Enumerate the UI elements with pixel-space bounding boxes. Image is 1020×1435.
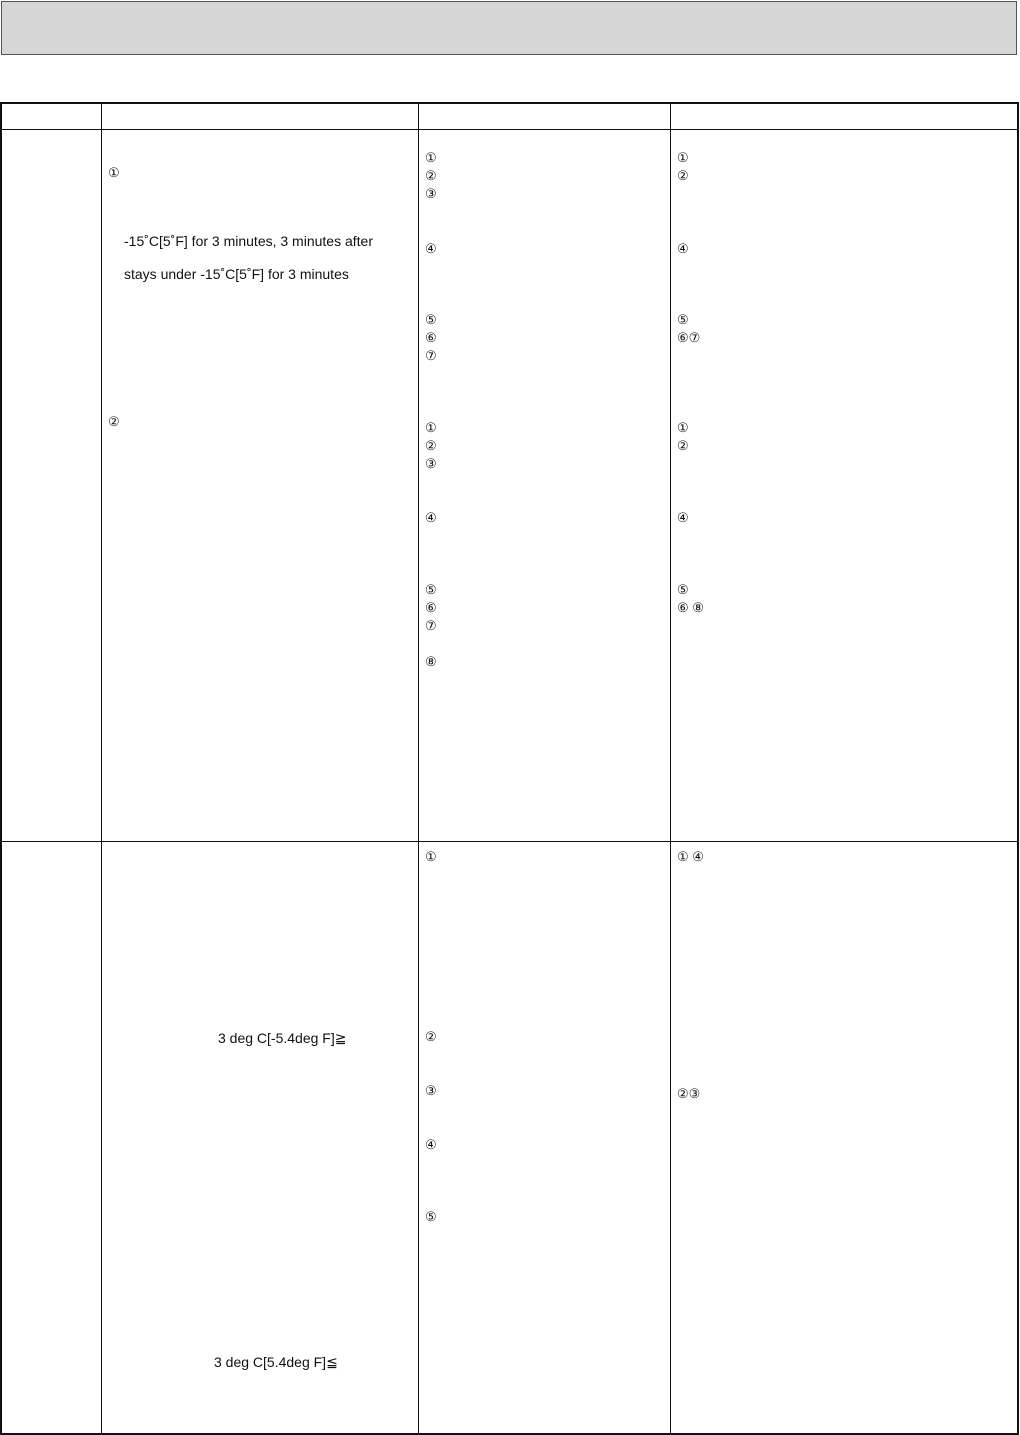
specification-table: [0, 102, 1019, 1435]
step-marker: ①: [425, 420, 437, 435]
step-marker: ③: [425, 1083, 437, 1098]
step-marker: ②: [425, 168, 437, 183]
step-marker: ⑤: [425, 312, 437, 327]
step-marker: ①: [677, 420, 689, 435]
step-marker: ④: [425, 1137, 437, 1152]
step-marker: ⑧: [425, 654, 437, 669]
cell-text: 3 deg C[5.4deg F]≦: [214, 1354, 338, 1370]
column-divider-2: [418, 102, 419, 1435]
step-marker: ③: [425, 456, 437, 471]
step-marker: ⑥: [425, 600, 437, 615]
table-header-divider: [0, 129, 1019, 130]
cell-text: stays under -15˚C[5˚F] for 3 minutes: [124, 266, 349, 282]
step-marker: ②: [425, 1029, 437, 1044]
step-marker: ⑥ ⑧: [677, 600, 704, 615]
table-row-divider: [0, 841, 1019, 842]
step-marker: ①: [677, 150, 689, 165]
step-marker: ①: [108, 165, 120, 180]
step-marker: ① ④: [677, 849, 704, 864]
step-marker: ④: [677, 241, 689, 256]
step-marker: ②: [677, 438, 689, 453]
step-marker: ⑤: [425, 582, 437, 597]
column-divider-3: [670, 102, 671, 1435]
step-marker: ⑦: [425, 348, 437, 363]
step-marker: ⑥⑦: [677, 330, 701, 345]
step-marker: ②: [425, 438, 437, 453]
step-marker: ⑤: [425, 1209, 437, 1224]
step-marker: ③: [425, 186, 437, 201]
step-marker: ⑤: [677, 312, 689, 327]
section-header-bar: [1, 1, 1017, 55]
step-marker: ②③: [677, 1086, 701, 1101]
step-marker: ④: [425, 510, 437, 525]
step-marker: ①: [425, 150, 437, 165]
column-divider-1: [101, 102, 102, 1435]
step-marker: ②: [677, 168, 689, 183]
step-marker: ④: [425, 241, 437, 256]
step-marker: ②: [108, 414, 120, 429]
step-marker: ④: [677, 510, 689, 525]
step-marker: ①: [425, 849, 437, 864]
step-marker: ⑤: [677, 582, 689, 597]
cell-text: 3 deg C[-5.4deg F]≧: [218, 1030, 347, 1046]
step-marker: ⑥: [425, 330, 437, 345]
cell-text: -15˚C[5˚F] for 3 minutes, 3 minutes after: [124, 233, 373, 249]
step-marker: ⑦: [425, 618, 437, 633]
